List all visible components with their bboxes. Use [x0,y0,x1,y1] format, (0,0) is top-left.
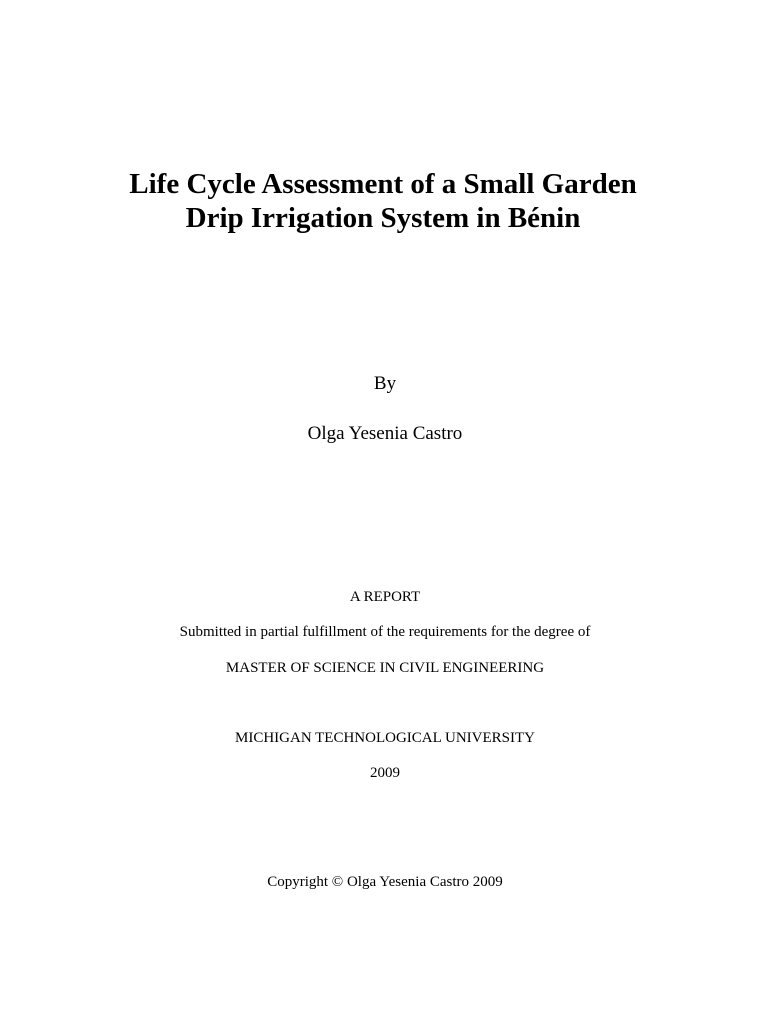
year: 2009 [370,765,400,781]
degree-name: MASTER OF SCIENCE IN CIVIL ENGINEERING [225,660,545,676]
by-label: By [373,373,397,394]
report-title-line-1: Life Cycle Assessment of a Small Garden [129,168,637,200]
submission-statement: Submitted in partial fulfillment of the requirements for the degree of [179,624,591,640]
university-name: MICHIGAN TECHNOLOGICAL UNIVERSITY [235,730,535,746]
report-title-line-2: Drip Irrigation System in Bénin [185,202,581,234]
author-name: Olga Yesenia Castro [307,423,463,444]
report-label: A REPORT [349,589,421,605]
copyright-notice: Copyright © Olga Yesenia Castro 2009 [267,874,503,890]
